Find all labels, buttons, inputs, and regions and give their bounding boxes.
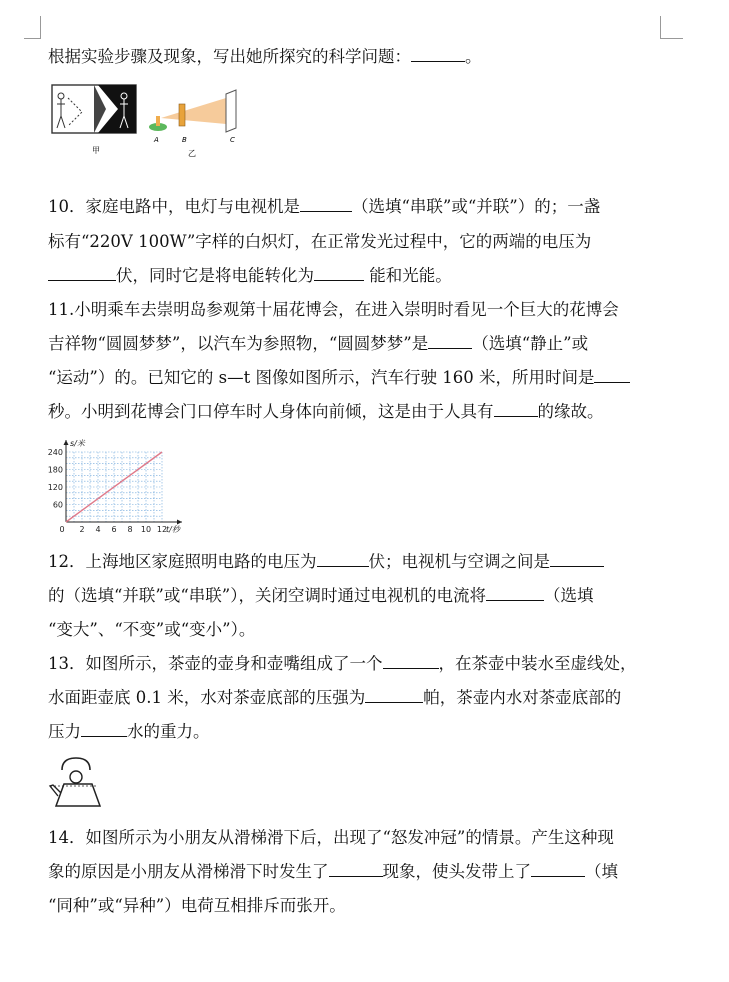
q11-line-4: 秒。小明到花博会门口停车时人身体向前倾，这是由于人具有 的缘故。 [48,395,688,429]
q10-line-3: 伏，同时它是将电能转化为 能和光能。 [48,259,688,293]
q13-line-3: 压力 水的重力。 [48,715,688,749]
answer-blank[interactable] [550,548,604,567]
x-tick-label: 8 [127,525,133,534]
answer-blank[interactable] [48,262,116,281]
q14-line-1: 14．如图所示为小朋友从滑梯滑下后，出现了“怒发冲冠”的情景。产生这种现 [48,828,614,847]
answer-blank[interactable] [317,548,369,567]
y-axis-label: s/米 [70,439,85,448]
x-tick-label: 12 [156,525,168,534]
q12-line-2: 的（选填“并联”或“串联”），关闭空调时通过电视机的电流将 （选填 [48,579,688,613]
corner-mark-left [24,16,41,39]
y-axis-arrow [64,440,69,445]
answer-blank[interactable] [314,262,364,281]
x-tick-label: 2 [79,525,85,534]
teapot-lid-knob [70,771,82,783]
answer-blank[interactable] [531,858,585,877]
answer-blank[interactable] [411,43,465,62]
q11-line-3: “运动”）的。已知它的 s—t 图像如图所示，汽车行驶 160 米，所用时间是 [48,361,688,395]
teapot-body [56,784,100,806]
x-axis-label: t/秒 [166,525,180,534]
figure-label-jia: 甲 [92,146,100,155]
answer-blank[interactable] [486,582,544,601]
figure-label-a: A [154,136,159,144]
answer-blank[interactable] [428,330,472,349]
answer-blank[interactable] [329,858,383,877]
teapot-figure [48,752,108,810]
y-tick-label: 120 [47,483,63,492]
q14-line-3: “同种”或“异种”）电荷互相排斥而张开。 [48,896,346,915]
q9-question-line: 根据实验步骤及现象，写出她所探究的科学问题： 。 [48,40,688,74]
x-tick-label: 10 [140,525,152,534]
q13-line-2: 水面距壶底 0.1 米，水对茶壶底部的压强为 帕，茶壶内水对茶壶底部的 [48,681,688,715]
x-tick-label: 0 [59,525,65,534]
answer-blank[interactable] [594,364,630,383]
q13-line-1: 13．如图所示，茶壶的壶身和壶嘴组成了一个 ，在茶壶中装水至虚线处， [48,647,688,681]
q11-line-1: 11.小明乘车去崇明岛参观第十届花博会，在进入崇明时看见一个巨大的花博会 [48,300,619,319]
corner-mark-right [660,16,683,39]
figure-label-c: C [230,136,235,144]
answer-blank[interactable] [365,684,423,703]
y-tick-label: 240 [47,448,63,457]
figure-label-yi: 乙 [188,149,196,158]
answer-blank[interactable] [300,193,352,212]
answer-blank[interactable] [383,650,439,669]
q10-line-1: 10．家庭电路中，电灯与电视机是 （选填“串联”或“并联”）的；一盏 [48,190,688,224]
q11-line-2: 吉祥物“圆圆梦梦”，以汽车为参照物，“圆圆梦梦”是 （选填“静止”或 [48,327,688,361]
st-graph [44,436,214,536]
q14-line-2: 象的原因是小朋友从滑梯滑下时发生了 现象，使头发带上了 （填 [48,855,688,889]
y-tick-label: 180 [47,465,63,475]
teapot-handle [62,758,90,770]
q10-line-2: 标有“220V 100W”字样的白炽灯，在正常发光过程中，它的两端的电压为 [48,232,592,251]
y-tick-label: 60 [52,500,63,510]
answer-blank[interactable] [494,398,538,417]
figure-label-b: B [182,136,187,144]
q12-line-1: 12．上海地区家庭照明电路的电压为 伏；电视机与空调之间是 [48,545,688,579]
q12-line-3: “变大”、“不变”或“变小”）。 [48,620,256,639]
x-tick-label: 4 [95,525,101,534]
x-tick-label: 6 [111,525,117,534]
figure-shadow-experiment [48,80,258,160]
x-axis-arrow [177,520,182,525]
answer-blank[interactable] [81,718,127,737]
teapot-spout [50,785,61,796]
